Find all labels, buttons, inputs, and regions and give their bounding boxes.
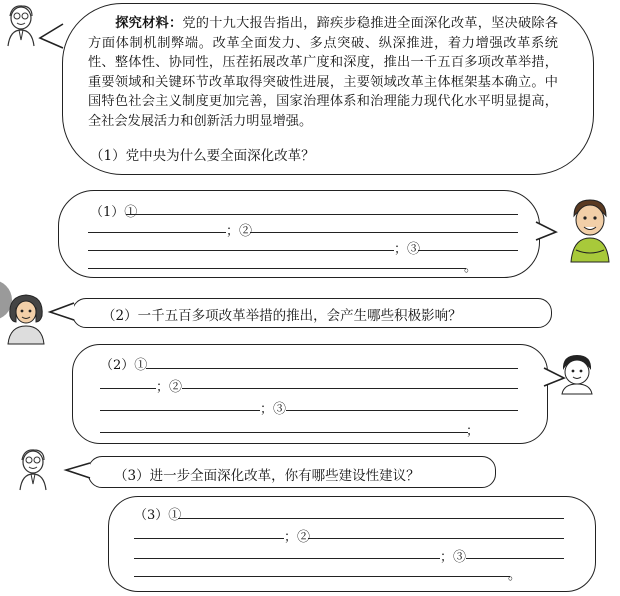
answer3-blank-3a[interactable] [466, 558, 564, 559]
answer1-blank-1a[interactable] [126, 214, 518, 215]
answer2-blank-1b[interactable] [100, 388, 156, 389]
answer1-blank-2b[interactable] [88, 250, 394, 251]
answer2-blank-2a[interactable] [182, 388, 518, 389]
answer3-blank-2a[interactable] [308, 538, 564, 539]
answer2-blank-1a[interactable] [146, 368, 518, 369]
answer2-label-2: ；② [156, 380, 183, 395]
answer2-blank-3b[interactable] [100, 432, 468, 433]
answer2-blank-2b[interactable] [100, 410, 260, 411]
answer2-end: ； [466, 424, 480, 439]
answer1-label-1: （1）① [90, 205, 138, 220]
passage-text: 探究材料：党的十九大报告指出，蹄疾步稳推进全面深化改革，坚决破除各方面体制机制弊端。改革全面发力、多点突破、纵深推进，着力增强改革系统性、整体性、协同性，压茬拓展改革广度和深度，推出一千五百多项改革举措，重要领域和关键环节改革取得突破性进展，主要领域改革主体框架基本确立。中国特色社会主义制度更加完善，国家治理体系和治理能力现代化水平明显提高，全社会发展活力和创新活力明显增强。 [88, 16, 559, 129]
answer1-label-2: ；② [226, 224, 253, 239]
passage-bubble-tail [38, 22, 68, 52]
question-3: （3）进一步全面深化改革，你有哪些建设性建议？ [114, 468, 420, 484]
answer3-blank-1a[interactable] [178, 518, 564, 519]
passage-heading: 探究材料 [115, 16, 169, 31]
passage-body: 党的十九大报告指出，蹄疾步稳推进全面深化改革，坚决破除各方面体制机制弊端。改革全面发力、多点突破、纵深推进，着力增强改革系统性、整体性、协同性，压茬拓展改革广度和深度，推出一千五百多项改革举措，重要领域和关键环节改革取得突破性进展，主要领域改革主体框架基本确立。中国特色社会主义制度更加完善，国家治理体系和治理能力现代化水平明显提高，全社会发展活力和创新活力明显增强。 [88, 16, 559, 129]
child-avatar-icon [558, 352, 596, 394]
answer2-label-3: ；③ [260, 402, 287, 417]
answer1-blank-1b[interactable] [88, 232, 226, 233]
answer3-blank-3b[interactable] [134, 576, 510, 577]
answer2-blank-3a[interactable] [286, 410, 518, 411]
answer1-blank-2a[interactable] [250, 232, 518, 233]
answer1-blank-3a[interactable] [418, 250, 518, 251]
answer1-bubble-tail [532, 218, 562, 248]
answer3-blank-1b[interactable] [134, 538, 284, 539]
professor-avatar-icon [14, 446, 50, 492]
answer3-blank-2b[interactable] [134, 558, 440, 559]
boy-avatar-icon [568, 198, 612, 264]
question-2: （2）一千五百多项改革举措的推出，会产生哪些积极影响？ [102, 308, 462, 324]
question2-bubble-tail [48, 300, 78, 324]
answer3-label-1: （3）① [134, 508, 182, 523]
answer2-label-1: （2）① [100, 358, 148, 373]
answer3-end: 。 [508, 568, 522, 583]
answer1-label-3: ；③ [394, 242, 421, 257]
answer1-blank-3b[interactable] [88, 268, 466, 269]
question-1: （1）党中央为什么要全面深化改革？ [90, 148, 315, 164]
answer3-label-2: ；② [284, 530, 311, 545]
question3-bubble-tail [64, 460, 94, 484]
answer1-end: 。 [464, 260, 478, 275]
professor-avatar-icon [2, 2, 38, 48]
girl-avatar-icon [6, 292, 46, 344]
answer3-label-3: ；③ [440, 550, 467, 565]
